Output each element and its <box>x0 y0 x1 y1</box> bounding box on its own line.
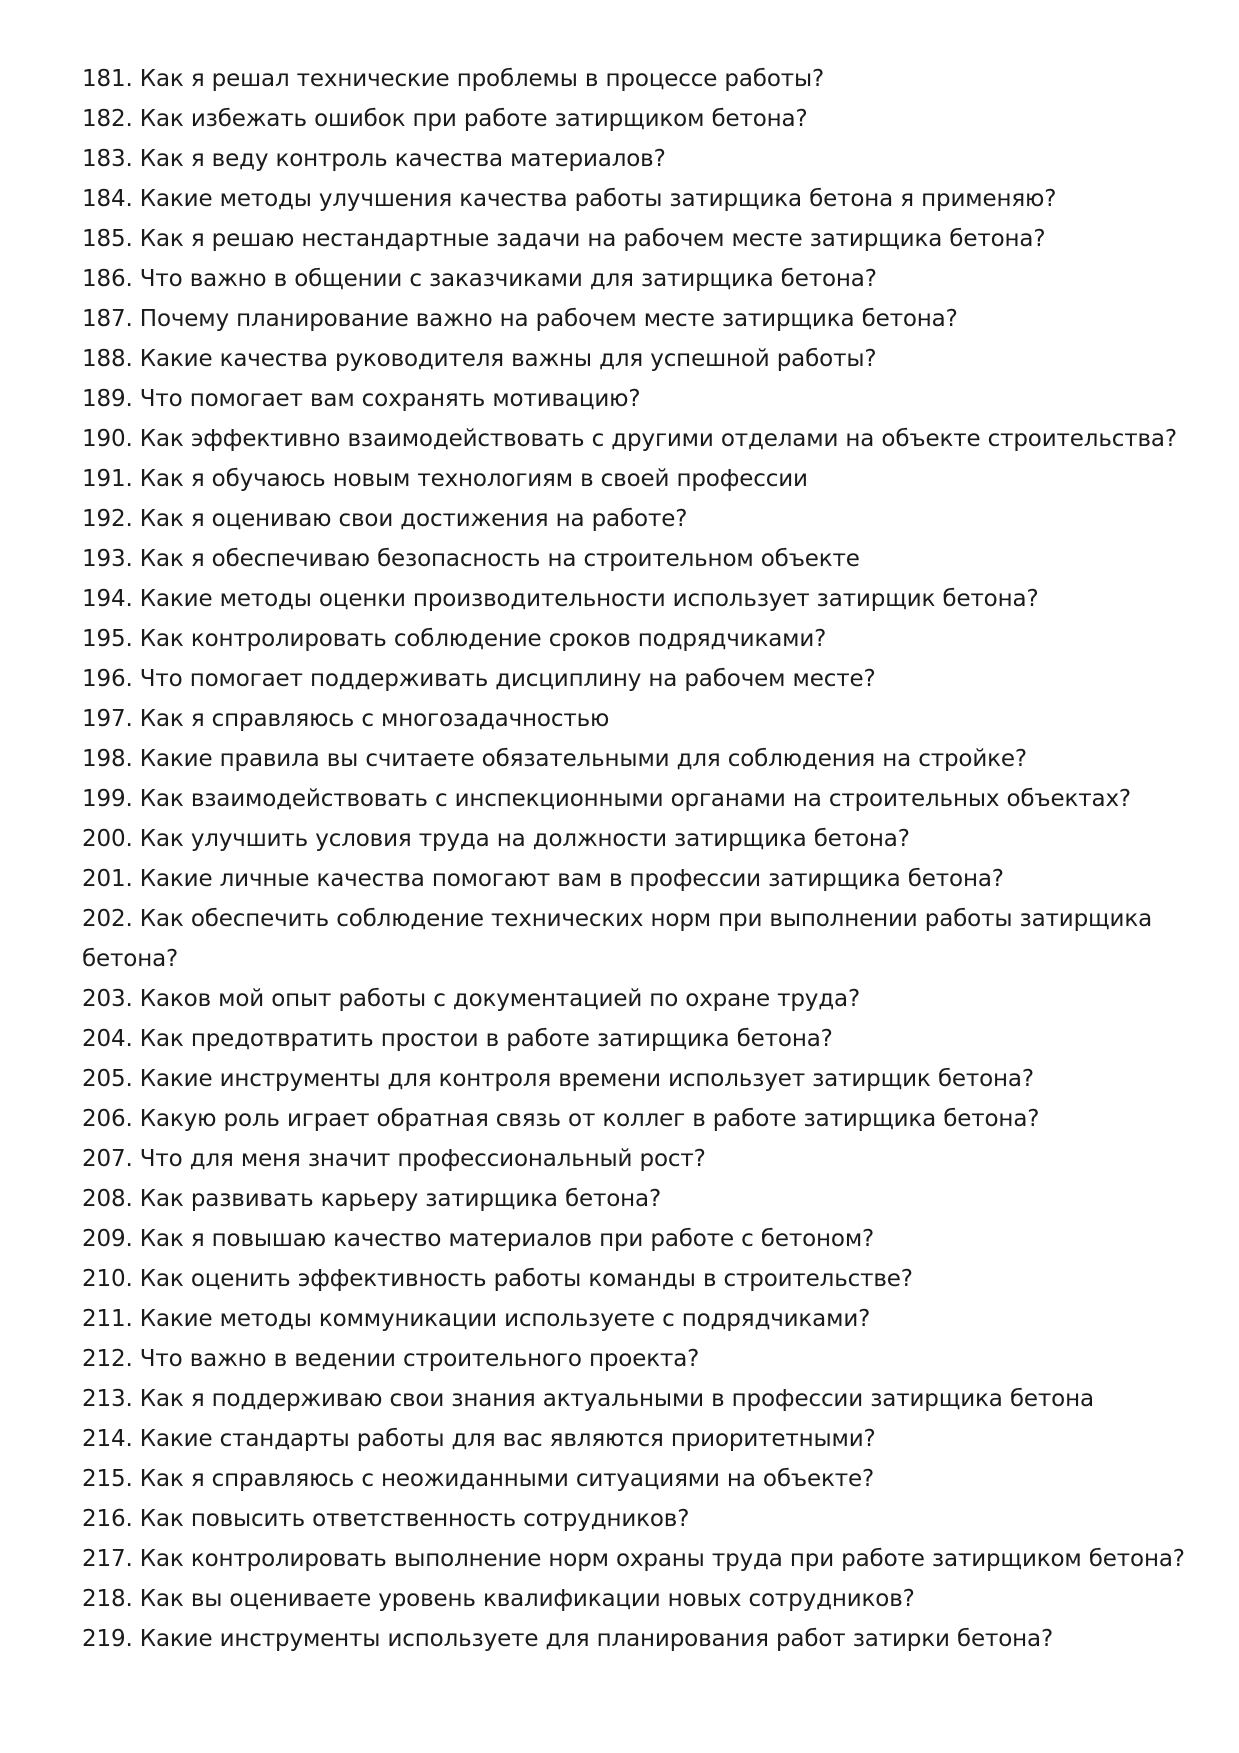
item-number: 208. <box>82 1186 133 1212</box>
list-item <box>82 1019 1162 1059</box>
item-number: 193. <box>82 546 133 572</box>
list-item <box>82 1259 1162 1299</box>
item-text: Как оценить эффективность работы команды в строительстве? <box>139 1266 913 1292</box>
list-item <box>82 859 1162 899</box>
item-text: Как улучшить условия труда на должности затирщика бетона? <box>139 826 910 852</box>
item-text: Какие методы коммуникации используете с подрядчиками? <box>139 1306 871 1332</box>
list-item <box>82 1539 1185 1579</box>
item-text: Как избежать ошибок при работе затирщиком бетона? <box>139 106 808 132</box>
item-number: 212. <box>82 1346 133 1372</box>
item-number: 185. <box>82 226 133 252</box>
list-item <box>82 1579 1162 1619</box>
item-number: 191. <box>82 466 133 492</box>
list-item <box>82 779 1162 819</box>
item-text: Как контролировать соблюдение сроков подрядчиками? <box>139 626 827 652</box>
item-text: Как я справляюсь с неожиданными ситуациями на объекте? <box>139 1466 875 1492</box>
list-item <box>82 1099 1162 1139</box>
item-text: Почему планирование важно на рабочем месте затирщика бетона? <box>139 306 958 332</box>
item-text: Какую роль играет обратная связь от коллег в работе затирщика бетона? <box>139 1106 1040 1132</box>
list-item <box>82 1619 1162 1659</box>
list-item <box>82 1499 1162 1539</box>
list-item <box>82 739 1162 779</box>
list-item <box>82 339 1162 379</box>
item-text: Как я повышаю качество материалов при работе с бетоном? <box>139 1226 875 1252</box>
item-number: 199. <box>82 786 133 812</box>
list-item <box>82 619 1162 659</box>
item-number: 201. <box>82 866 133 892</box>
list-item <box>82 1139 1162 1179</box>
item-text: Как повысить ответственность сотрудников? <box>139 1506 690 1532</box>
item-text: Что помогает поддерживать дисциплину на рабочем месте? <box>139 666 876 692</box>
item-text: Как я оцениваю свои достижения на работе? <box>139 506 688 532</box>
item-text: Какие инструменты используете для планирования работ затирки бетона? <box>139 1626 1054 1652</box>
item-text: Какие стандарты работы для вас являются приоритетными? <box>139 1426 876 1452</box>
item-text: Как развивать карьеру затирщика бетона? <box>139 1186 662 1212</box>
item-text: Как вы оцениваете уровень квалификации новых сотрудников? <box>139 1586 915 1612</box>
item-text: Как предотвратить простои в работе затирщика бетона? <box>139 1026 833 1052</box>
item-number: 204. <box>82 1026 133 1052</box>
item-text: Как взаимодействовать с инспекционными органами на строительных объектах? <box>139 786 1131 812</box>
item-text-continuation: бетона? <box>82 946 179 972</box>
item-number: 188. <box>82 346 133 372</box>
list-item <box>82 1299 1162 1339</box>
item-number: 189. <box>82 386 133 412</box>
list-item <box>82 499 1162 539</box>
list-item <box>82 899 1162 939</box>
item-number: 213. <box>82 1386 133 1412</box>
item-number: 207. <box>82 1146 133 1172</box>
item-text: Какие методы оценки производительности использует затирщик бетона? <box>139 586 1039 612</box>
item-text: Что для меня значит профессиональный рост? <box>139 1146 706 1172</box>
item-number: 211. <box>82 1306 133 1332</box>
list-item <box>82 1339 1162 1379</box>
item-text: Какие личные качества помогают вам в профессии затирщика бетона? <box>139 866 1004 892</box>
list-item <box>82 299 1162 339</box>
list-item <box>82 699 1162 739</box>
item-number: 203. <box>82 986 133 1012</box>
list-item <box>82 99 1162 139</box>
list-item <box>82 819 1162 859</box>
question-list <box>82 59 1185 1659</box>
item-number: 184. <box>82 186 133 212</box>
list-item <box>82 539 1162 579</box>
list-item <box>82 579 1162 619</box>
item-number: 205. <box>82 1066 133 1092</box>
item-number: 216. <box>82 1506 133 1532</box>
item-number: 200. <box>82 826 133 852</box>
item-text: Как я решаю нестандартные задачи на рабочем месте затирщика бетона? <box>139 226 1046 252</box>
list-item <box>82 659 1162 699</box>
list-item <box>82 259 1162 299</box>
item-text: Что важно в ведении строительного проекта? <box>139 1346 700 1372</box>
item-number: 182. <box>82 106 133 132</box>
item-text: Как контролировать выполнение норм охраны труда при работе затирщиком бетона? <box>139 1546 1185 1572</box>
item-number: 190. <box>82 426 133 452</box>
list-item <box>82 1459 1162 1499</box>
item-number: 192. <box>82 506 133 532</box>
list-item <box>82 1059 1162 1099</box>
item-number: 214. <box>82 1426 133 1452</box>
item-number: 197. <box>82 706 133 732</box>
list-item <box>82 1219 1162 1259</box>
item-number: 194. <box>82 586 133 612</box>
list-item <box>82 139 1162 179</box>
item-number: 196. <box>82 666 133 692</box>
list-item <box>82 59 1162 99</box>
list-item <box>82 419 1177 459</box>
item-number: 217. <box>82 1546 133 1572</box>
list-item <box>82 1379 1162 1419</box>
item-number: 210. <box>82 1266 133 1292</box>
item-number: 183. <box>82 146 133 172</box>
item-text: Какие инструменты для контроля времени использует затирщик бетона? <box>139 1066 1034 1092</box>
item-number: 215. <box>82 1466 133 1492</box>
item-number: 209. <box>82 1226 133 1252</box>
item-text: Как обеспечить соблюдение технических норм при выполнении работы затирщика <box>139 906 1153 932</box>
list-item <box>82 179 1162 219</box>
item-text: Как эффективно взаимодействовать с другими отделами на объекте строительства? <box>139 426 1177 452</box>
item-number: 202. <box>82 906 133 932</box>
item-text: Что важно в общении с заказчиками для затирщика бетона? <box>139 266 877 292</box>
item-text: Какие методы улучшения качества работы затирщика бетона я применяю? <box>139 186 1057 212</box>
item-text: Как я обеспечиваю безопасность на строительном объекте <box>139 546 860 572</box>
item-number: 218. <box>82 1586 133 1612</box>
item-number: 206. <box>82 1106 133 1132</box>
item-number: 195. <box>82 626 133 652</box>
item-text: Какие правила вы считаете обязательными для соблюдения на стройке? <box>139 746 1027 772</box>
list-item <box>82 219 1162 259</box>
item-number: 198. <box>82 746 133 772</box>
list-item <box>82 979 1162 1019</box>
item-text: Как я справляюсь с многозадачностью <box>139 706 610 732</box>
item-text: Как я поддерживаю свои знания актуальными в профессии затирщика бетона <box>139 1386 1094 1412</box>
list-item <box>82 459 1162 499</box>
item-text: Что помогает вам сохранять мотивацию? <box>139 386 641 412</box>
list-item <box>82 1419 1162 1459</box>
list-item <box>82 379 1162 419</box>
item-text: Каков мой опыт работы с документацией по охране труда? <box>139 986 861 1012</box>
item-number: 219. <box>82 1626 133 1652</box>
item-number: 186. <box>82 266 133 292</box>
item-text: Как я веду контроль качества материалов? <box>139 146 666 172</box>
item-number: 187. <box>82 306 133 332</box>
item-text: Как я решал технические проблемы в процессе работы? <box>139 66 825 92</box>
list-item <box>82 1179 1162 1219</box>
item-number: 181. <box>82 66 133 92</box>
item-text: Какие качества руководителя важны для успешной работы? <box>139 346 877 372</box>
item-text: Как я обучаюсь новым технологиям в своей профессии <box>139 466 808 492</box>
